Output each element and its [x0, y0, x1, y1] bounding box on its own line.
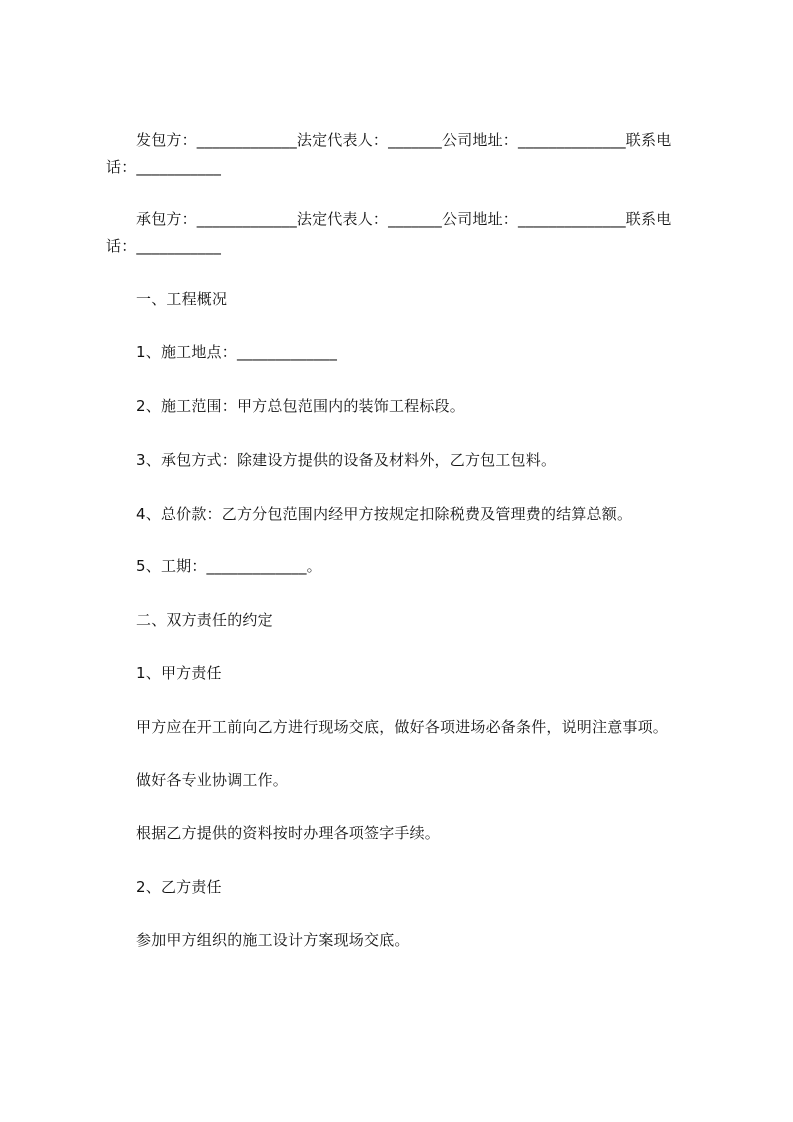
party-a-duties-heading: 1、甲方责任 — [136, 664, 222, 682]
section-1-item-5: 5、工期：_____________。 — [136, 557, 322, 575]
party-b-line-2: 话：___________ — [106, 237, 222, 255]
party-b-duty-1: 参加甲方组织的施工设计方案现场交底。 — [136, 931, 410, 949]
party-a-line-1: 发包方：_____________法定代表人：_______公司地址：______________联系电 — [136, 131, 672, 149]
party-b-line-1: 承包方：_____________法定代表人：_______公司地址：______________联系电 — [136, 210, 672, 228]
section-1-item-2: 2、施工范围：甲方总包范围内的装饰工程标段。 — [136, 397, 465, 415]
section-1-item-4: 4、总价款：乙方分包范围内经甲方按规定扣除税费及管理费的结算总额。 — [136, 505, 633, 523]
section-1-heading: 一、工程概况 — [136, 290, 228, 308]
party-a-info — [106, 127, 706, 181]
party-a-duty-3: 根据乙方提供的资料按时办理各项签字手续。 — [136, 824, 441, 842]
party-a-line-2: 话：___________ — [106, 158, 222, 176]
party-a-duty-2: 做好各专业协调工作。 — [136, 771, 289, 789]
section-1-item-3: 3、承包方式：除建设方提供的设备及材料外，乙方包工包料。 — [136, 451, 557, 469]
party-b-duties-heading: 2、乙方责任 — [136, 878, 222, 896]
party-b-info — [106, 206, 706, 260]
party-a-duty-1: 甲方应在开工前向乙方进行现场交底，做好各项进场必备条件，说明注意事项。 — [136, 718, 669, 736]
section-2-heading: 二、双方责任的约定 — [136, 611, 273, 629]
section-1-item-1: 1、施工地点：_____________ — [136, 343, 338, 361]
